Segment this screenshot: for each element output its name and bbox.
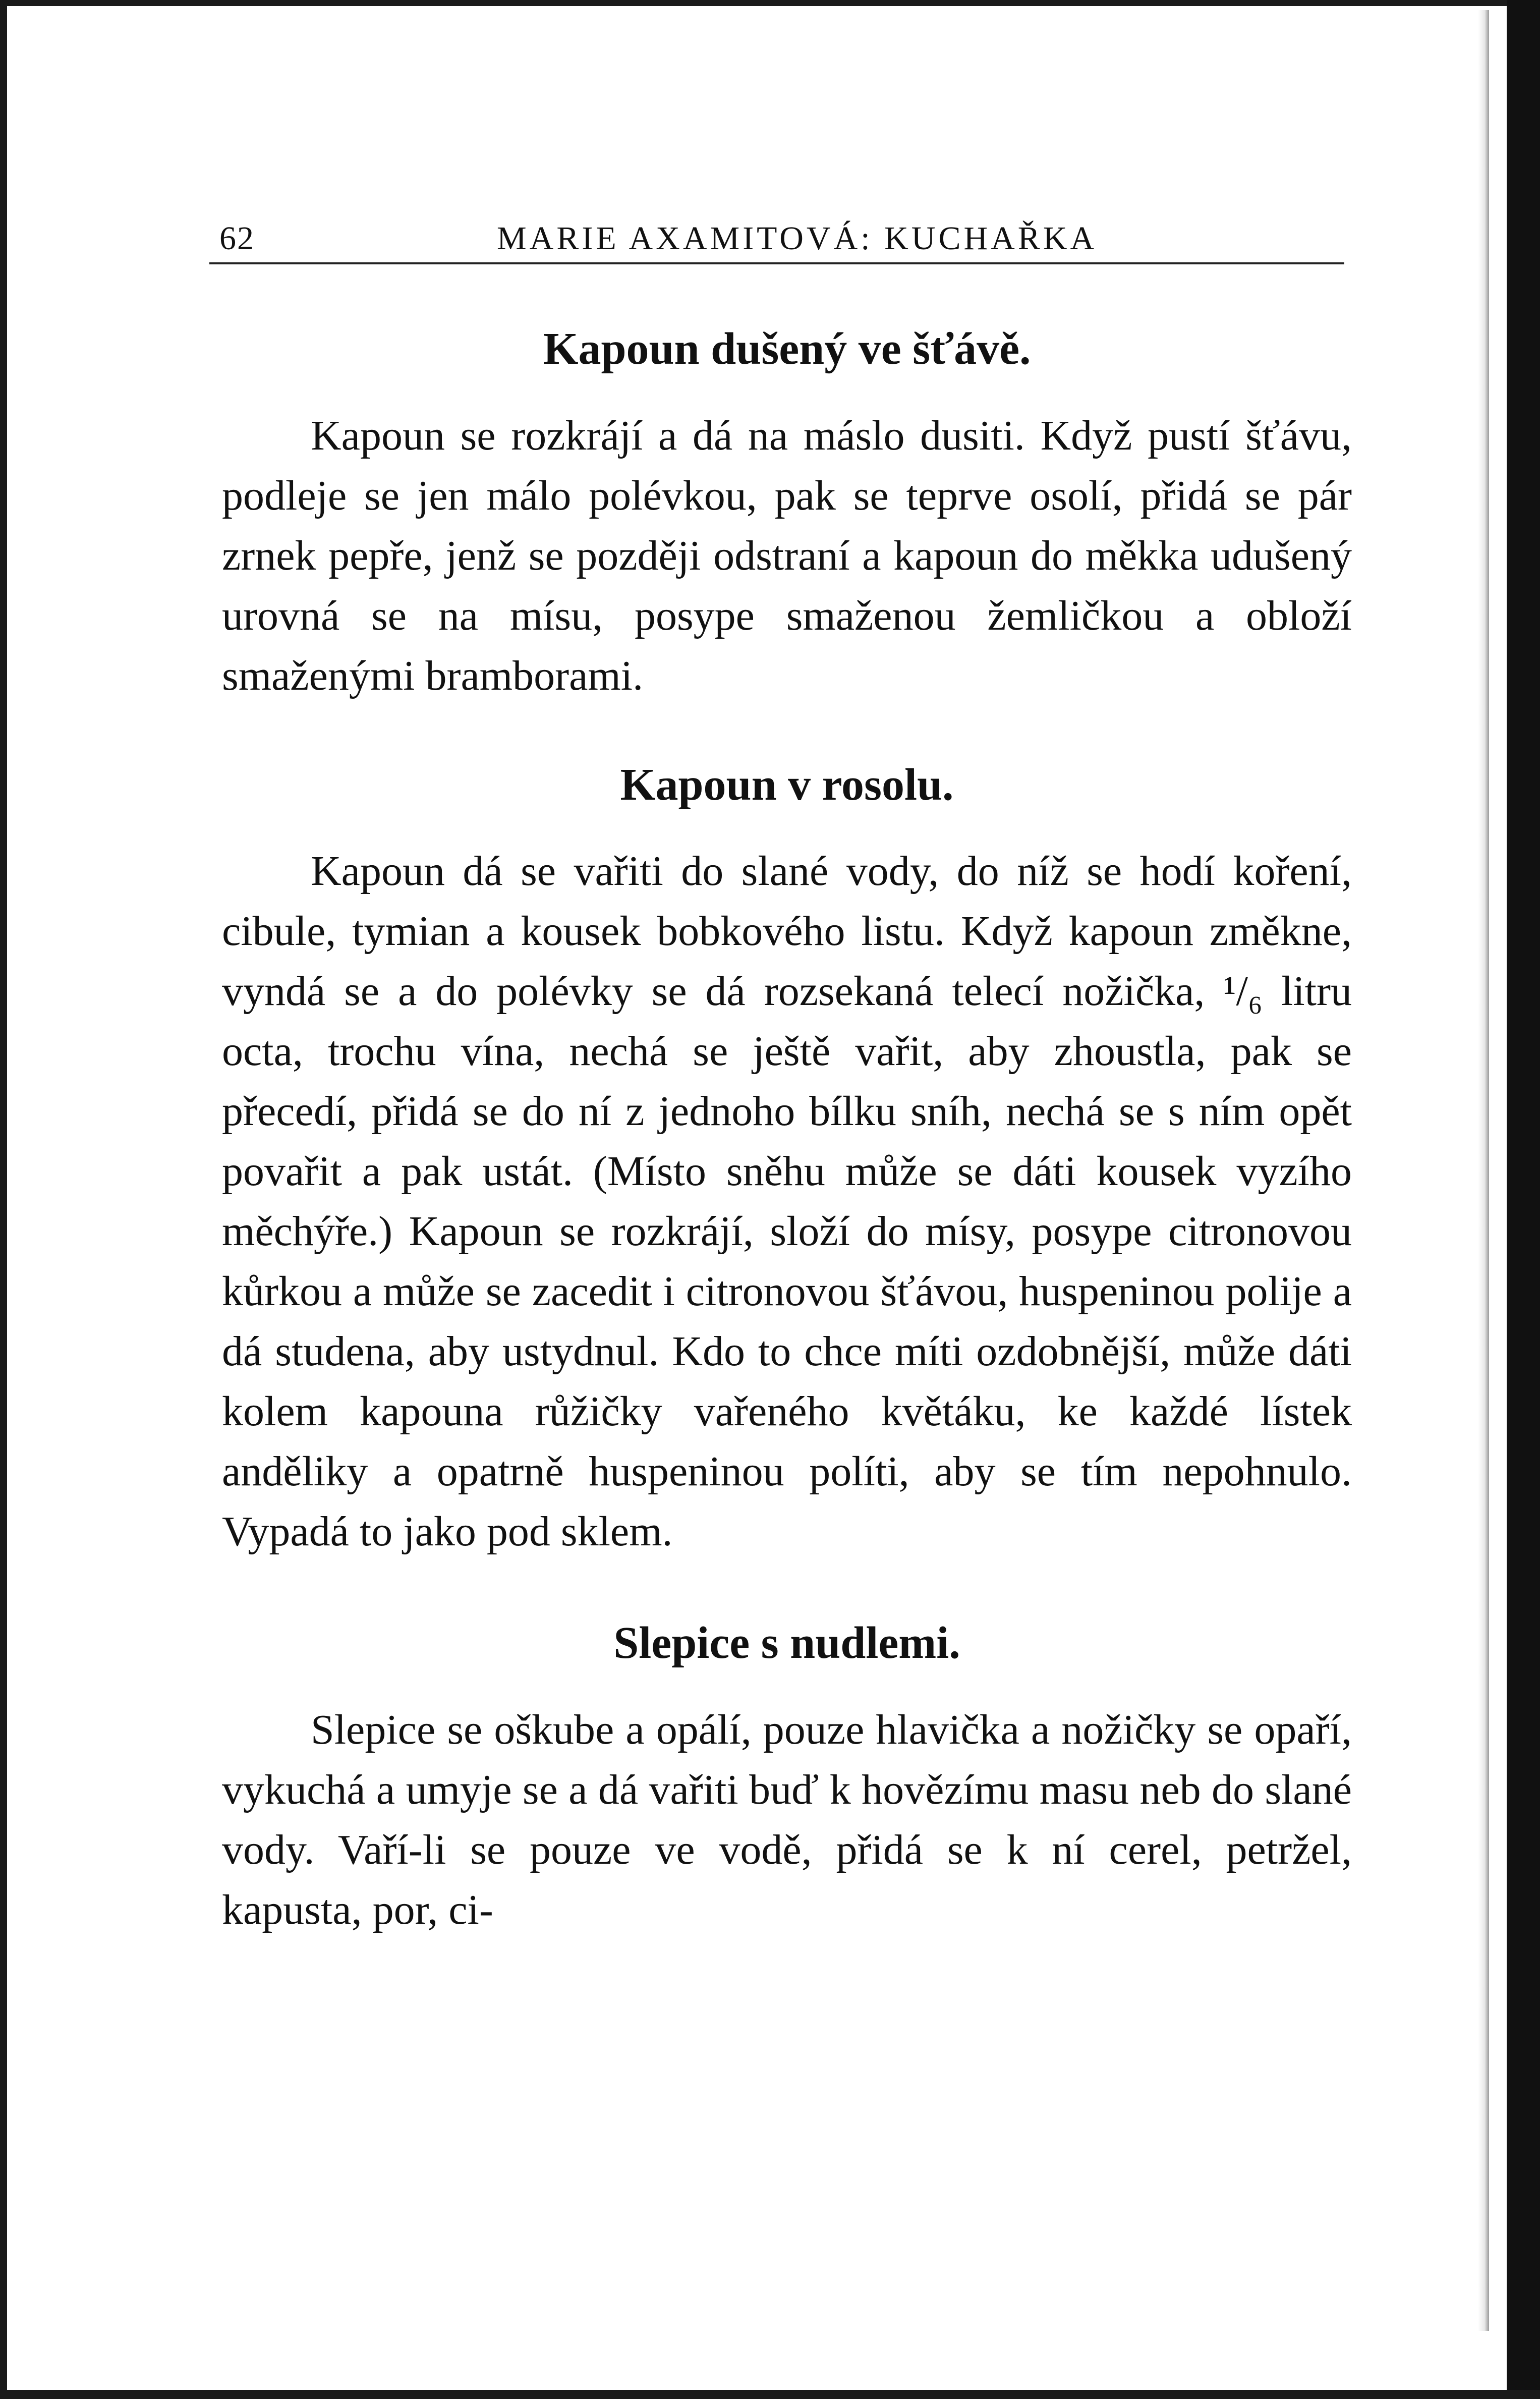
recipe-text: Slepice se oškube a opálí, pouze hlavička a nožičky se opaří, vykuchá a umyje se a dá vařiti buď k hovězímu masu neb do slané vody. Vaří-li se pouze ve vodě, přidá se k ní cerel, petržel, kapusta, por, ci- bbox=[222, 1706, 1352, 1933]
recipe-text: Kapoun se rozkrájí a dá na máslo dusiti. Když pustí šťávu, podleje se jen málo polévkou, pak se teprve osolí, přidá se pár zrnek pepře, jenž se později odstraní a kapoun do měkka udušený urovná se na mísu, posype smaženou žemličkou a obloží smaženými bramborami. bbox=[222, 412, 1352, 699]
recipe-text: Kapoun dá se vařiti do slané vody, do níž se hodí koření, cibule, tymian a kousek bobkového listu. Když kapoun změkne, vyndá se a do polévky se dá rozsekaná telecí nožička, ¹/₆ litru octa, trochu vína, nechá se ještě vařit, aby zhoustla, pak se přecedí, přidá se do ní z jednoho bílku sníh, nechá se s ním opět povařit a pak ustát. (Místo sněhu může se dáti kousek vyzího měchýře.) Kapoun se rozkrájí, složí do mísy, posype citronovou kůrkou a může se zacedit i citronovou šťávou, huspeninou polije a dá studena, aby ustydnul. Kdo to chce míti ozdobnější, může dáti kolem kapouna růžičky vařeného květáku, ke každé lístek anděliky a opatrně huspeninou políti, aby se tím nepohnulo. Vypadá to jako pod sklem. bbox=[222, 848, 1352, 1555]
page-body bbox=[222, 323, 1352, 1940]
recipe-section bbox=[222, 323, 1352, 706]
recipe-title: Kapoun v rosolu. bbox=[620, 759, 954, 810]
page-header bbox=[219, 214, 1344, 265]
scan-edge-top bbox=[0, 0, 1540, 6]
recipe-section bbox=[222, 759, 1352, 1562]
page-number: 62 bbox=[219, 220, 255, 257]
header-rule bbox=[209, 262, 1344, 264]
scan-edge-left bbox=[0, 0, 7, 2399]
running-title: MARIE AXAMITOVÁ: KUCHAŘKA bbox=[497, 220, 1098, 257]
page-fold-shadow bbox=[1478, 10, 1489, 2331]
scan-edge-bottom bbox=[0, 2390, 1540, 2399]
recipe-title: Kapoun dušený ve šťávě. bbox=[543, 324, 1031, 374]
recipe-title: Slepice s nudlemi. bbox=[613, 1618, 960, 1668]
recipe-section bbox=[222, 1617, 1352, 1940]
scan-edge-right bbox=[1507, 0, 1540, 2399]
